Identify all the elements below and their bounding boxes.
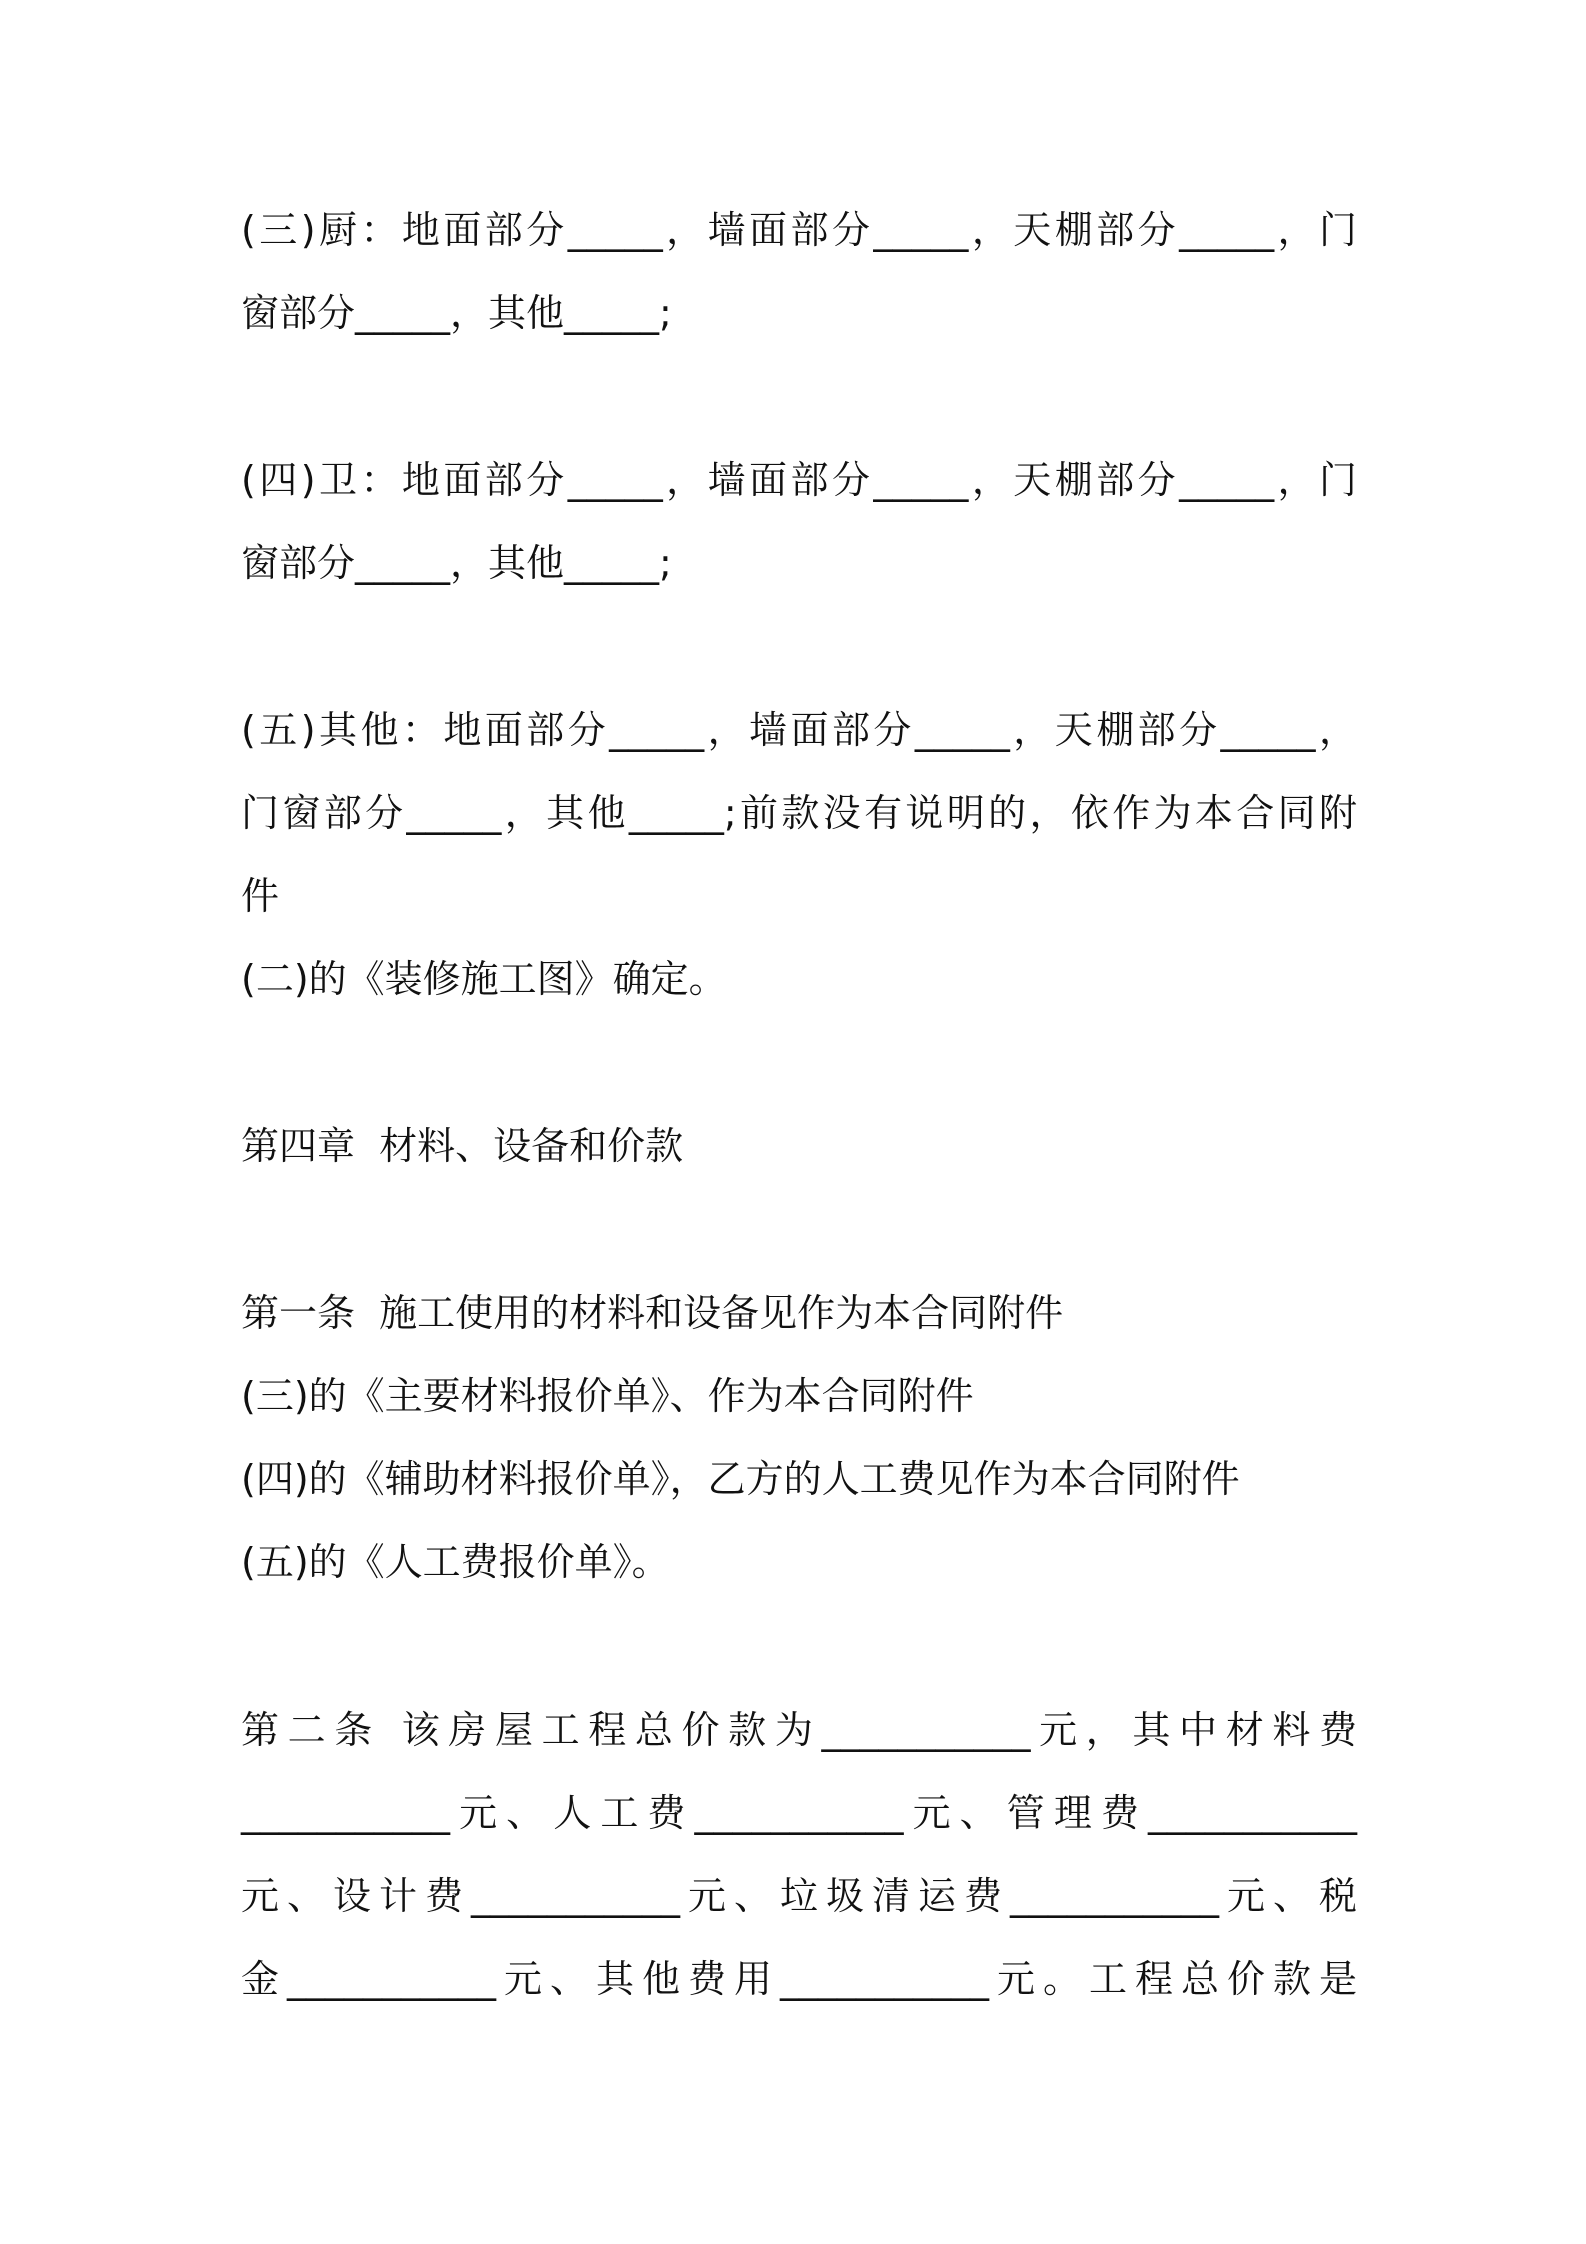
article-two-line-4: 金___________元、其他费用___________元。工程总价款是: [241, 1957, 1357, 2001]
chapter-four-heading: 第四章 材料、设备和价款: [241, 1124, 684, 1168]
other-clause-line-4: (二)的《装修施工图》确定。: [241, 957, 727, 1001]
kitchen-clause-line-2: 窗部分_____，其他_____;: [241, 291, 672, 335]
article-two-line-1: 第二条 该房屋工程总价款为___________元，其中材料费: [241, 1708, 1357, 1752]
article-two-line-3: 元、设计费___________元、垃圾清运费___________元、税: [241, 1874, 1357, 1918]
bathroom-clause-line-1: (四)卫：地面部分_____，墙面部分_____，天棚部分_____，门: [241, 458, 1357, 502]
article-one-line-4: (五)的《人工费报价单》。: [241, 1540, 670, 1584]
other-clause-line-2: 门窗部分_____，其他_____;前款没有说明的，依作为本合同附: [241, 791, 1357, 835]
article-one-line-2: (三)的《主要材料报价单》、作为本合同附件: [241, 1374, 974, 1418]
kitchen-clause-line-1: (三)厨：地面部分_____，墙面部分_____，天棚部分_____，门: [241, 208, 1357, 252]
article-one-line-1: 第一条 施工使用的材料和设备见作为本合同附件: [241, 1291, 1064, 1335]
article-one-line-3: (四)的《辅助材料报价单》，乙方的人工费见作为本合同附件: [241, 1457, 1240, 1501]
bathroom-clause-line-2: 窗部分_____，其他_____;: [241, 541, 672, 585]
article-two-line-2: ___________元、人工费___________元、管理费___________: [241, 1791, 1357, 1835]
other-clause-line-3: 件: [241, 874, 280, 918]
document-page: [241, 0, 1357, 2244]
other-clause-line-1: (五)其他：地面部分_____，墙面部分_____，天棚部分_____，: [241, 708, 1357, 752]
